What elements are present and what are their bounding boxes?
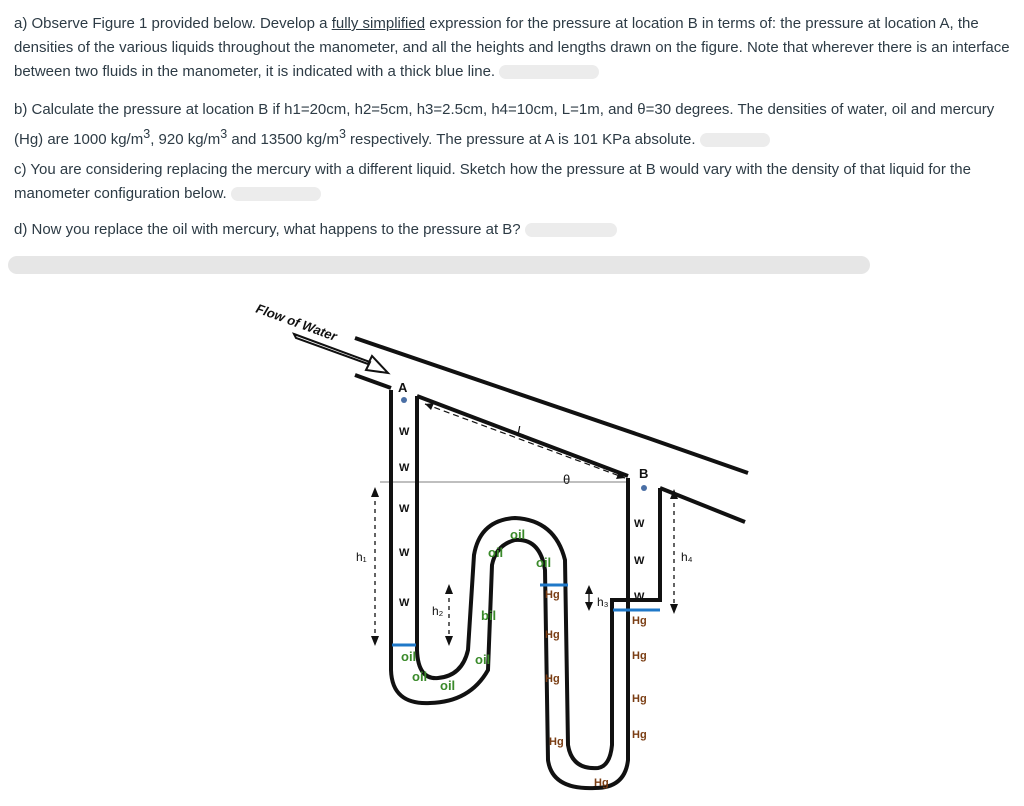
point-a-label: A [398,380,408,395]
h4-arrowhead-bottom [670,604,678,614]
h1-arrowhead-top [371,487,379,497]
h2-label: h₂ [432,604,444,618]
oil-label: bil [481,608,497,623]
pipe-top-wall [355,338,748,473]
h1-arrowhead-bottom [371,636,379,646]
length-arrowhead-left [425,403,434,410]
point-a-marker [401,397,407,403]
water-label: W [634,591,645,603]
mercury-label: Hg [632,729,647,741]
tube-inner-wall [417,396,660,768]
h3-label: h₃ [597,595,609,609]
water-label: W [399,547,410,559]
mercury-label: Hg [545,673,560,685]
mercury-label: Hg [632,650,647,662]
mercury-label: Hg [594,777,609,789]
flow-arrow-icon [294,334,388,373]
oil-label: oil [510,527,526,542]
part-b-text: b) Calculate the pressure at location B if h1=20cm, h2=5cm, h3=2.5cm, h4=10cm, L=1m, and θ=30 degrees. The densities of water, oil and mercury (Hg) are 1000 kg/m [14,101,995,148]
mercury-label: Hg [632,693,647,705]
h2-arrowhead-top [445,584,453,594]
part-a-text-rest: expression for the pressure at location B in terms of: the pressure at location A, the densities of the various liquids throughout the manometer, and all the heights and lengths drawn on the figure. Note that wherever there is an interface between two fluids in the manometer, it is indicated with a thick blue line. [14,15,1010,80]
angle-label: θ [563,472,571,487]
oil-label: oil [440,678,456,693]
part-c-text: c) You are considering replacing the mercury with a different liquid. Sketch how the pressure at B would vary with the density of that liquid for the manometer configuration below. [14,161,971,202]
mercury-label: Hg [549,736,564,748]
oil-label: oil [475,652,491,667]
mercury-label: Hg [545,629,560,641]
part-b-text-4: respectively. The pressure at A is 101 KPa absolute. [345,131,696,148]
part-b-text-3: and 13500 kg/m [227,131,339,148]
h4-label: h₄ [681,550,693,564]
oil-label: oil [401,649,417,664]
length-label: L [517,423,525,438]
tube-outer-wall [391,390,628,788]
mercury-label: Hg [632,615,647,627]
part-d-text: d) Now you replace the oil with mercury, what happens to the pressure at B? [14,221,521,238]
pipe-bottom-wall-left [355,375,391,388]
point-b-label: B [639,466,649,481]
point-b-marker [641,485,647,491]
water-label: W [634,555,645,567]
water-label: W [399,462,410,474]
mercury-label: Hg [545,589,560,601]
superscript: 3 [338,127,346,141]
oil-label: oil [412,669,428,684]
h2-arrowhead-bottom [445,636,453,646]
part-a-underlined: fully simplified [331,15,426,32]
h3-arrowhead-top [585,585,593,594]
oil-label: oil [488,545,504,560]
part-a-text: a) Observe Figure 1 provided below. Develop a [14,15,332,32]
water-label: W [399,503,410,515]
part-b-text-2: , 920 kg/m [150,131,221,148]
superscript: 3 [220,127,228,141]
oil-label: oil [536,555,552,570]
water-label: W [634,518,645,530]
h1-label: h₁ [356,550,367,564]
flow-label: Flow of Water [253,300,339,344]
water-label: W [399,426,410,438]
superscript: 3 [143,127,151,141]
length-dimension-line [425,404,625,478]
water-label: W [399,597,410,609]
h3-arrowhead-bottom [585,602,593,611]
